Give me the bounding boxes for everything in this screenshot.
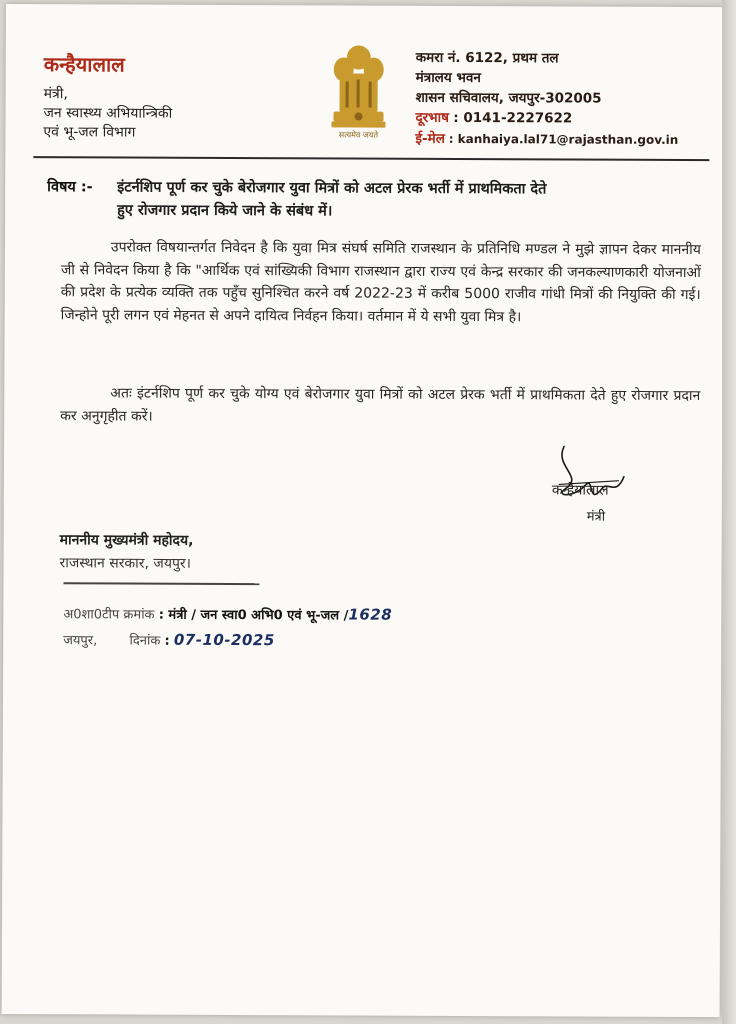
state-emblem — [323, 37, 393, 145]
page-edge — [722, 0, 736, 1024]
date-colon: : — [164, 633, 170, 649]
email-label: ई-मेल — [415, 130, 445, 147]
department-line-1: जन स्वास्थ्य अभियान्त्रिकी — [43, 105, 173, 122]
signatory-name: कन्हैयालाल — [551, 482, 609, 499]
subject-label: विषय :- — [47, 179, 93, 196]
addressee-underline — [63, 582, 259, 584]
minister-name: कन्हैयालाल — [43, 52, 125, 77]
reference-number: 1628 — [348, 605, 393, 624]
date-place: जयपुर, — [63, 633, 98, 649]
office-secretariat: शासन सचिवालय, जयपुर-302005 — [415, 89, 602, 107]
subject-line-1: इंटर्नशिप पूर्ण कर चुके बेरोजगार युवा मित्रों को अटल प्रेरक भर्ती में प्राथमिकता देते — [117, 179, 547, 198]
department-line-2: एवं भू-जल विभाग — [43, 124, 136, 141]
signatory-title: मंत्री — [586, 509, 606, 525]
reference-label: अ0शा0टीप क्रमांक — [63, 607, 155, 623]
email-address: : kanhaiya.lal71@rajasthan.gov.in — [448, 131, 679, 147]
addressee-line-2: राजस्थान सरकार, जयपुर। — [59, 555, 191, 572]
header-divider — [33, 156, 709, 161]
reference-number-row — [63, 604, 392, 623]
addressee-line-1: माननीय मुख्यमंत्री महोदय, — [59, 532, 194, 549]
date-value: 07-10-2025 — [173, 630, 275, 650]
reference-date-row — [63, 630, 275, 649]
office-building: मंत्रालय भवन — [415, 69, 481, 87]
minister-designation: मंत्री, — [43, 86, 68, 103]
reference-value: : मंत्री / जन स्वा0 अभि0 एवं भू-जल / — [158, 607, 349, 624]
letter-page — [2, 4, 724, 1017]
office-email — [415, 129, 678, 148]
phone-number: : 0141-2227622 — [453, 109, 573, 127]
emblem-motto: सत्यमेव जयते — [338, 130, 379, 140]
phone-label: दूरभाष — [415, 109, 450, 126]
subject-line-2: हुए रोजगार प्रदान किये जाने के संबंध में। — [117, 202, 333, 220]
date-label: दिनांक — [129, 633, 161, 649]
office-room: कमरा नं. 6122, प्रथम तल — [415, 49, 559, 67]
body-paragraph-2: अतः इंटर्नशिप पूर्ण कर चुके योग्य एवं बेरोजगार युवा मित्रों को अटल प्रेरक भर्ती में प्राथमिकता देते हुए रोजगार प्रदान कर अनुगृहीत करें। — [60, 385, 701, 425]
body-paragraph-1: उपरोक्त विषयान्तर्गत निवेदन है कि युवा मित्र संघर्ष समिति राजस्थान के प्रतिनिधि मण्डल ने मुझे ज्ञापन देकर माननीय जी से निवेदन किया है कि "आर्थिक एवं सांख्यिकी विभाग राजस्थान द्वारा राज्य एवं केन्द्र सरकार की जनकल्याणकारी योजनाओं की प्रदेश के प्रत्येक व्यक्ति तक पहुँच सुनिश्चित करने वर्ष 2022-23 में करीब 5000 राजीव गांधी मित्रों की नियुक्ति की गई। जिन्होने पूरी लगन एवं मेहनत से अपने दायित्व निर्वहन किया। वर्तमान में ये सभी युवा मित्र है। — [60, 239, 701, 325]
subject-block — [47, 176, 703, 225]
office-phone — [415, 108, 572, 127]
